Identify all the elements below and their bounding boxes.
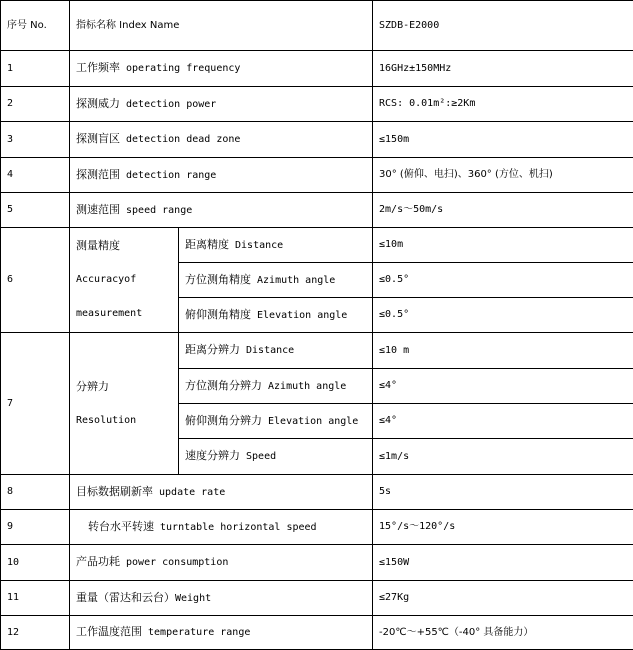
row-name: 探测盲区 detection dead zone <box>70 122 373 158</box>
sub-name: 距离精度 Distance <box>179 228 373 263</box>
row-no: 3 <box>1 122 70 158</box>
table-row <box>1 158 633 193</box>
table-row <box>1 51 633 87</box>
row-name: 工作温度范围 temperature range <box>70 616 373 650</box>
row-no: 8 <box>1 475 70 510</box>
sub-name: 方位测角精度 Azimuth angle <box>179 263 373 298</box>
group-label-resolution: 分辨力 Resolution <box>70 333 179 475</box>
row-value: 16GHz±150MHz <box>373 51 633 87</box>
row-value: 30° (俯仰、电扫)、360° (方位、机扫) <box>373 158 633 193</box>
group-label-accuracy: 测量精度 Accuracyof measurement <box>70 228 179 333</box>
row-value: ≤1m/s <box>373 439 633 475</box>
row-value: RCS: 0.01m²:≥2Km <box>373 87 633 122</box>
row-no: 12 <box>1 616 70 650</box>
row-value: ≤150m <box>373 122 633 158</box>
row-name: 探测范围 detection range <box>70 158 373 193</box>
row-name: 目标数据刷新率 update rate <box>70 475 373 510</box>
row-name: 转台水平转速 turntable horizontal speed <box>70 510 373 545</box>
row-value: 5s <box>373 475 633 510</box>
header-name: 指标名称 Index Name <box>70 1 373 51</box>
table-row <box>1 122 633 158</box>
table-row <box>1 510 633 545</box>
header-value: SZDB-E2000 <box>373 1 633 51</box>
row-value: ≤0.5° <box>373 263 633 298</box>
sub-name: 速度分辨力 Speed <box>179 439 373 475</box>
row-name: 工作频率 operating frequency <box>70 51 373 87</box>
row-name: 测速范围 speed range <box>70 193 373 228</box>
row-name: 重量（雷达和云台）Weight <box>70 581 373 616</box>
row-no: 9 <box>1 510 70 545</box>
table-row <box>1 333 633 369</box>
row-name: 探测威力 detection power <box>70 87 373 122</box>
row-value: -20℃～+55℃（-40° 具备能力） <box>373 616 633 650</box>
header-no: 序号 No. <box>1 1 70 51</box>
row-value: ≤10m <box>373 228 633 263</box>
sub-name: 俯仰测角精度 Elevation angle <box>179 298 373 333</box>
sub-name: 方位测角分辨力 Azimuth angle <box>179 369 373 404</box>
row-value: ≤4° <box>373 369 633 404</box>
sub-name: 距离分辨力 Distance <box>179 333 373 369</box>
table-row <box>1 228 633 263</box>
row-value: 15°/s～120°/s <box>373 510 633 545</box>
row-value: ≤150W <box>373 545 633 581</box>
row-value: 2m/s～50m/s <box>373 193 633 228</box>
row-no: 4 <box>1 158 70 193</box>
row-no: 1 <box>1 51 70 87</box>
table-row <box>1 616 633 650</box>
table-row <box>1 193 633 228</box>
row-value: ≤10 m <box>373 333 633 369</box>
table-row <box>1 87 633 122</box>
table-row <box>1 475 633 510</box>
table-row <box>1 581 633 616</box>
table-row <box>1 545 633 581</box>
row-no: 11 <box>1 581 70 616</box>
sub-name: 俯仰测角分辨力 Elevation angle <box>179 404 373 439</box>
row-name: 产品功耗 power consumption <box>70 545 373 581</box>
header-row <box>1 1 633 51</box>
row-no: 7 <box>1 333 70 475</box>
row-no: 5 <box>1 193 70 228</box>
row-no: 2 <box>1 87 70 122</box>
row-no: 6 <box>1 228 70 333</box>
row-value: ≤27Kg <box>373 581 633 616</box>
row-no: 10 <box>1 545 70 581</box>
row-value: ≤4° <box>373 404 633 439</box>
row-value: ≤0.5° <box>373 298 633 333</box>
